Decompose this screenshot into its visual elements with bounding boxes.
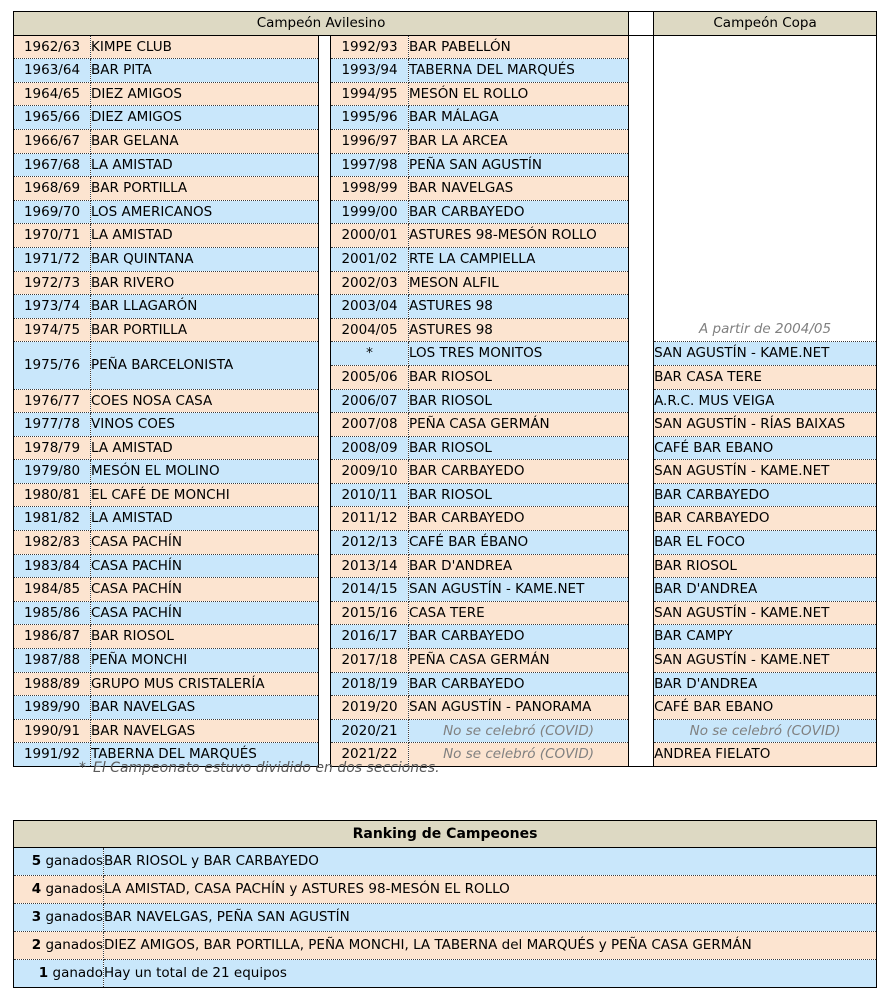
right-champion-cell: PEÑA SAN AGUSTÍN — [409, 153, 629, 177]
right-champion-cell: BAR RIOSOL — [409, 436, 629, 460]
left-champion-cell: BAR NAVELGAS — [91, 719, 319, 743]
left-champion-cell: BAR PORTILLA — [91, 177, 319, 201]
ranking-count-number: 3 — [31, 909, 42, 925]
table-row — [14, 247, 877, 271]
ranking-teams-cell: LA AMISTAD, CASA PACHÍN y ASTURES 98-MESÓN EL ROLLO — [104, 876, 877, 904]
table-row — [14, 436, 877, 460]
ranking-teams-cell: BAR RIOSOL y BAR CARBAYEDO — [104, 848, 877, 876]
column-gap — [319, 483, 331, 507]
copa-separator — [629, 672, 654, 696]
table-row — [14, 177, 877, 201]
table-row — [14, 554, 877, 578]
copa-separator — [629, 59, 654, 83]
ranking-row — [14, 848, 877, 876]
copa-cell: SAN AGUSTÍN - KAME.NET — [654, 649, 877, 673]
column-gap — [319, 578, 331, 602]
copa-separator — [629, 365, 654, 389]
ranking-count-unit: ganado — [48, 965, 103, 981]
copa-separator — [629, 578, 654, 602]
ranking-row — [14, 904, 877, 932]
copa-separator — [629, 295, 654, 319]
right-champion-cell: BAR RIOSOL — [409, 389, 629, 413]
table-row — [14, 153, 877, 177]
ranking-count-number: 4 — [31, 881, 42, 897]
copa-cell: CAFÉ BAR EBANO — [654, 696, 877, 720]
table-row — [14, 507, 877, 531]
header-campeon-copa: Campeón Copa — [654, 12, 877, 36]
copa-cell: SAN AGUSTÍN - KAME.NET — [654, 342, 877, 366]
left-season-cell: 1988/89 — [14, 672, 91, 696]
right-season-cell: 1996/97 — [331, 129, 409, 153]
ranking-title: Ranking de Campeones — [14, 821, 877, 848]
ranking-count-unit: ganados — [41, 853, 103, 869]
copa-cell: BAR CARBAYEDO — [654, 483, 877, 507]
column-gap — [319, 247, 331, 271]
copa-separator — [629, 224, 654, 248]
left-champion-cell: VINOS COES — [91, 413, 319, 437]
column-gap — [319, 82, 331, 106]
ranking-teams-cell: DIEZ AMIGOS, BAR PORTILLA, PEÑA MONCHI, LA TABERNA del MARQUÉS y PEÑA CASA GERMÁN — [104, 932, 877, 960]
copa-separator — [629, 129, 654, 153]
table-row — [14, 271, 877, 295]
table-row — [14, 35, 877, 59]
ranking-teams-cell: BAR NAVELGAS, PEÑA SAN AGUSTÍN — [104, 904, 877, 932]
ranking-count-unit: ganados — [41, 937, 103, 953]
copa-separator — [629, 531, 654, 555]
right-season-cell: 2007/08 — [331, 413, 409, 437]
column-gap — [319, 35, 331, 59]
right-season-cell: 2013/14 — [331, 554, 409, 578]
column-gap — [319, 460, 331, 484]
copa-separator — [629, 483, 654, 507]
column-gap — [319, 365, 331, 389]
left-champion-cell: COES NOSA CASA — [91, 389, 319, 413]
left-season-cell: 1962/63 — [14, 35, 91, 59]
ranking-table — [13, 820, 877, 988]
column-gap — [319, 436, 331, 460]
ranking-teams-cell: Hay un total de 21 equipos — [104, 960, 877, 988]
left-champion-cell: CASA PACHÍN — [91, 554, 319, 578]
right-season-cell: 1995/96 — [331, 106, 409, 130]
left-season-cell: 1968/69 — [14, 177, 91, 201]
right-season-cell: 2010/11 — [331, 483, 409, 507]
champions-table — [13, 11, 877, 767]
left-champion-cell: BAR RIOSOL — [91, 625, 319, 649]
copa-cell-empty — [654, 35, 877, 59]
left-champion-cell: TABERNA DEL MARQUÉS — [91, 743, 319, 767]
copa-separator — [629, 554, 654, 578]
right-champion-cell: BAR CARBAYEDO — [409, 200, 629, 224]
left-champion-cell: KIMPE CLUB — [91, 35, 319, 59]
left-champion-cell: EL CAFÉ DE MONCHI — [91, 483, 319, 507]
right-season-cell: 2001/02 — [331, 247, 409, 271]
header-campeon-avilesino: Campeón Avilesino — [14, 12, 629, 36]
right-champion-cell: BAR PABELLÓN — [409, 35, 629, 59]
copa-cell-empty — [654, 271, 877, 295]
left-champion-cell: BAR LLAGARÓN — [91, 295, 319, 319]
table-row — [14, 696, 877, 720]
left-season-cell: 1987/88 — [14, 649, 91, 673]
copa-separator — [629, 35, 654, 59]
copa-cell: ANDREA FIELATO — [654, 743, 877, 767]
left-champion-cell: MESÓN EL MOLINO — [91, 460, 319, 484]
table-row — [14, 295, 877, 319]
copa-cell-empty — [654, 106, 877, 130]
table-row — [14, 531, 877, 555]
copa-cell: A.R.C. MUS VEIGA — [654, 389, 877, 413]
left-season-cell: 1964/65 — [14, 82, 91, 106]
footnote — [79, 760, 440, 776]
right-season-cell: 2015/16 — [331, 601, 409, 625]
right-champion-cell: BAR RIOSOL — [409, 483, 629, 507]
right-season-cell: 2000/01 — [331, 224, 409, 248]
right-champion-cell-covid: No se celebró (COVID) — [409, 719, 629, 743]
copa-availability-note: A partir de 2004/05 — [654, 318, 877, 342]
right-season-cell: 1998/99 — [331, 177, 409, 201]
right-season-cell: 2016/17 — [331, 625, 409, 649]
column-gap — [319, 672, 331, 696]
column-gap — [319, 719, 331, 743]
column-gap — [319, 106, 331, 130]
copa-separator — [629, 413, 654, 437]
copa-separator — [629, 200, 654, 224]
right-season-cell: 2014/15 — [331, 578, 409, 602]
copa-cell: BAR EL FOCO — [654, 531, 877, 555]
copa-separator — [629, 177, 654, 201]
header-gap — [629, 12, 654, 36]
ranking-count-number: 2 — [31, 937, 42, 953]
copa-separator — [629, 106, 654, 130]
column-gap — [319, 59, 331, 83]
column-gap — [319, 649, 331, 673]
right-champion-cell: BAR MÁLAGA — [409, 106, 629, 130]
left-champion-cell: BAR QUINTANA — [91, 247, 319, 271]
column-gap — [319, 389, 331, 413]
left-champion-cell: BAR NAVELGAS — [91, 696, 319, 720]
column-gap — [319, 295, 331, 319]
left-champion-cell: BAR PORTILLA — [91, 318, 319, 342]
right-champion-cell: ASTURES 98-MESÓN ROLLO — [409, 224, 629, 248]
left-season-cell: 1975/76 — [14, 342, 91, 389]
right-season-cell: 2005/06 — [331, 365, 409, 389]
left-season-cell: 1980/81 — [14, 483, 91, 507]
copa-separator — [629, 342, 654, 366]
right-champion-cell: TABERNA DEL MARQUÉS — [409, 59, 629, 83]
footnote-text: El Campeonato estuvo dividido en dos secciones. — [93, 760, 440, 776]
table-row — [14, 59, 877, 83]
copa-cell-empty — [654, 200, 877, 224]
column-gap — [319, 177, 331, 201]
left-champion-cell: DIEZ AMIGOS — [91, 82, 319, 106]
right-champion-cell: PEÑA CASA GERMÁN — [409, 413, 629, 437]
right-champion-cell: BAR NAVELGAS — [409, 177, 629, 201]
ranking-count-number: 1 — [38, 965, 49, 981]
table-row — [14, 200, 877, 224]
left-season-cell: 1984/85 — [14, 578, 91, 602]
copa-separator — [629, 696, 654, 720]
copa-cell-empty — [654, 177, 877, 201]
right-season-cell: 2017/18 — [331, 649, 409, 673]
table-row — [14, 106, 877, 130]
left-champion-cell: BAR RIVERO — [91, 271, 319, 295]
copa-cell: BAR CAMPY — [654, 625, 877, 649]
column-gap — [319, 554, 331, 578]
left-season-cell: 1983/84 — [14, 554, 91, 578]
copa-cell-empty — [654, 129, 877, 153]
right-season-cell: 2002/03 — [331, 271, 409, 295]
ranking-count-cell — [14, 904, 104, 932]
right-champion-cell: BAR LA ARCEA — [409, 129, 629, 153]
copa-separator — [629, 247, 654, 271]
left-champion-cell: BAR GELANA — [91, 129, 319, 153]
column-gap — [319, 696, 331, 720]
left-season-cell: 1970/71 — [14, 224, 91, 248]
column-gap — [319, 318, 331, 342]
copa-separator — [629, 389, 654, 413]
right-champion-cell: RTE LA CAMPIELLA — [409, 247, 629, 271]
right-season-cell: 2004/05 — [331, 318, 409, 342]
table-row — [14, 649, 877, 673]
copa-separator — [629, 507, 654, 531]
copa-separator — [629, 649, 654, 673]
column-gap — [319, 200, 331, 224]
copa-cell-empty — [654, 295, 877, 319]
ranking-row — [14, 960, 877, 988]
ranking-count-cell — [14, 848, 104, 876]
copa-cell: SAN AGUSTÍN - KAME.NET — [654, 601, 877, 625]
right-season-cell: 2021/22 — [331, 743, 409, 767]
left-season-cell: 1965/66 — [14, 106, 91, 130]
ranking-row — [14, 876, 877, 904]
copa-cell-empty — [654, 247, 877, 271]
left-season-cell: 1966/67 — [14, 129, 91, 153]
right-season-cell: * — [331, 342, 409, 366]
table-row — [14, 342, 877, 366]
copa-cell: BAR RIOSOL — [654, 554, 877, 578]
copa-cell-empty — [654, 59, 877, 83]
copa-separator — [629, 719, 654, 743]
left-champion-cell: GRUPO MUS CRISTALERÍA — [91, 672, 319, 696]
right-champion-cell: BAR RIOSOL — [409, 365, 629, 389]
right-season-cell: 2019/20 — [331, 696, 409, 720]
left-champion-cell: LOS AMERICANOS — [91, 200, 319, 224]
right-champion-cell: BAR CARBAYEDO — [409, 460, 629, 484]
champions-table-body — [14, 35, 877, 766]
copa-separator — [629, 271, 654, 295]
copa-separator — [629, 82, 654, 106]
copa-separator — [629, 601, 654, 625]
left-champion-cell: CASA PACHÍN — [91, 531, 319, 555]
right-season-cell: 1993/94 — [331, 59, 409, 83]
left-season-cell: 1978/79 — [14, 436, 91, 460]
table-row — [14, 389, 877, 413]
right-champion-cell: CASA TERE — [409, 601, 629, 625]
copa-cell: SAN AGUSTÍN - KAME.NET — [654, 460, 877, 484]
table-row — [14, 719, 877, 743]
copa-separator — [629, 625, 654, 649]
right-champion-cell: SAN AGUSTÍN - KAME.NET — [409, 578, 629, 602]
left-season-cell: 1991/92 — [14, 743, 91, 767]
copa-cell: BAR CASA TERE — [654, 365, 877, 389]
right-season-cell: 2011/12 — [331, 507, 409, 531]
right-champion-cell-covid: No se celebró (COVID) — [409, 743, 629, 767]
left-season-cell: 1989/90 — [14, 696, 91, 720]
ranking-table-body — [14, 848, 877, 988]
copa-separator — [629, 743, 654, 767]
table-row — [14, 413, 877, 437]
right-champion-cell: MESÓN EL ROLLO — [409, 82, 629, 106]
right-season-cell: 2012/13 — [331, 531, 409, 555]
right-champion-cell: ASTURES 98 — [409, 295, 629, 319]
column-gap — [319, 224, 331, 248]
right-season-cell: 2003/04 — [331, 295, 409, 319]
left-season-cell: 1977/78 — [14, 413, 91, 437]
copa-cell: BAR CARBAYEDO — [654, 507, 877, 531]
right-champion-cell: BAR D'ANDREA — [409, 554, 629, 578]
left-season-cell: 1981/82 — [14, 507, 91, 531]
copa-cell: CAFÉ BAR EBANO — [654, 436, 877, 460]
ranking-header-row — [14, 821, 877, 848]
copa-cell: SAN AGUSTÍN - RÍAS BAIXAS — [654, 413, 877, 437]
table-row — [14, 578, 877, 602]
footnote-star: * — [79, 760, 86, 776]
table-row — [14, 601, 877, 625]
right-season-cell: 1997/98 — [331, 153, 409, 177]
column-gap — [319, 271, 331, 295]
table-row — [14, 483, 877, 507]
right-season-cell: 2020/21 — [331, 719, 409, 743]
ranking-count-number: 5 — [31, 853, 42, 869]
left-season-cell: 1967/68 — [14, 153, 91, 177]
ranking-count-cell — [14, 932, 104, 960]
column-gap — [319, 129, 331, 153]
table-row — [14, 82, 877, 106]
right-season-cell: 1999/00 — [331, 200, 409, 224]
right-champion-cell: BAR CARBAYEDO — [409, 625, 629, 649]
column-gap — [319, 531, 331, 555]
left-season-cell: 1985/86 — [14, 601, 91, 625]
copa-separator — [629, 318, 654, 342]
right-season-cell: 2008/09 — [331, 436, 409, 460]
left-season-cell: 1990/91 — [14, 719, 91, 743]
left-season-cell: 1974/75 — [14, 318, 91, 342]
right-champion-cell: SAN AGUSTÍN - PANORAMA — [409, 696, 629, 720]
left-champion-cell: LA AMISTAD — [91, 507, 319, 531]
column-gap — [319, 507, 331, 531]
left-season-cell: 1963/64 — [14, 59, 91, 83]
copa-cell: BAR D'ANDREA — [654, 672, 877, 696]
ranking-count-unit: ganados — [41, 909, 103, 925]
column-gap — [319, 601, 331, 625]
copa-separator — [629, 153, 654, 177]
left-season-cell: 1982/83 — [14, 531, 91, 555]
right-season-cell: 2006/07 — [331, 389, 409, 413]
right-champion-cell: MESON ALFIL — [409, 271, 629, 295]
right-season-cell: 1992/93 — [331, 35, 409, 59]
copa-cell-covid: No se celebró (COVID) — [654, 719, 877, 743]
right-season-cell: 2018/19 — [331, 672, 409, 696]
table-row — [14, 129, 877, 153]
left-season-cell: 1973/74 — [14, 295, 91, 319]
copa-cell-empty — [654, 153, 877, 177]
right-champion-cell: BAR CARBAYEDO — [409, 507, 629, 531]
column-gap — [319, 625, 331, 649]
right-season-cell: 2009/10 — [331, 460, 409, 484]
copa-separator — [629, 460, 654, 484]
left-season-cell: 1969/70 — [14, 200, 91, 224]
column-gap — [319, 413, 331, 437]
left-champion-cell: CASA PACHÍN — [91, 601, 319, 625]
copa-separator — [629, 436, 654, 460]
table-row — [14, 672, 877, 696]
copa-cell-empty — [654, 224, 877, 248]
table-row — [14, 460, 877, 484]
left-champion-cell: PEÑA MONCHI — [91, 649, 319, 673]
left-champion-cell: LA AMISTAD — [91, 436, 319, 460]
left-season-cell: 1972/73 — [14, 271, 91, 295]
right-season-cell: 1994/95 — [331, 82, 409, 106]
right-champion-cell: PEÑA CASA GERMÁN — [409, 649, 629, 673]
left-season-cell: 1979/80 — [14, 460, 91, 484]
right-champion-cell: BAR CARBAYEDO — [409, 672, 629, 696]
right-champion-cell: LOS TRES MONITOS — [409, 342, 629, 366]
left-champion-cell: DIEZ AMIGOS — [91, 106, 319, 130]
column-gap — [319, 153, 331, 177]
copa-cell-empty — [654, 82, 877, 106]
table-row — [14, 224, 877, 248]
copa-cell: BAR D'ANDREA — [654, 578, 877, 602]
left-champion-cell: CASA PACHÍN — [91, 578, 319, 602]
right-champion-cell: ASTURES 98 — [409, 318, 629, 342]
left-season-cell: 1971/72 — [14, 247, 91, 271]
right-champion-cell: CAFÉ BAR ÉBANO — [409, 531, 629, 555]
left-champion-cell: LA AMISTAD — [91, 224, 319, 248]
left-champion-cell: LA AMISTAD — [91, 153, 319, 177]
ranking-count-cell — [14, 876, 104, 904]
table-row — [14, 318, 877, 342]
left-season-cell: 1986/87 — [14, 625, 91, 649]
left-season-cell: 1976/77 — [14, 389, 91, 413]
left-champion-cell: BAR PITA — [91, 59, 319, 83]
ranking-row — [14, 932, 877, 960]
table-header-row — [14, 12, 877, 36]
ranking-count-unit: ganados — [41, 881, 103, 897]
ranking-count-cell — [14, 960, 104, 988]
left-champion-cell: PEÑA BARCELONISTA — [91, 342, 319, 389]
column-gap — [319, 342, 331, 366]
table-row — [14, 625, 877, 649]
